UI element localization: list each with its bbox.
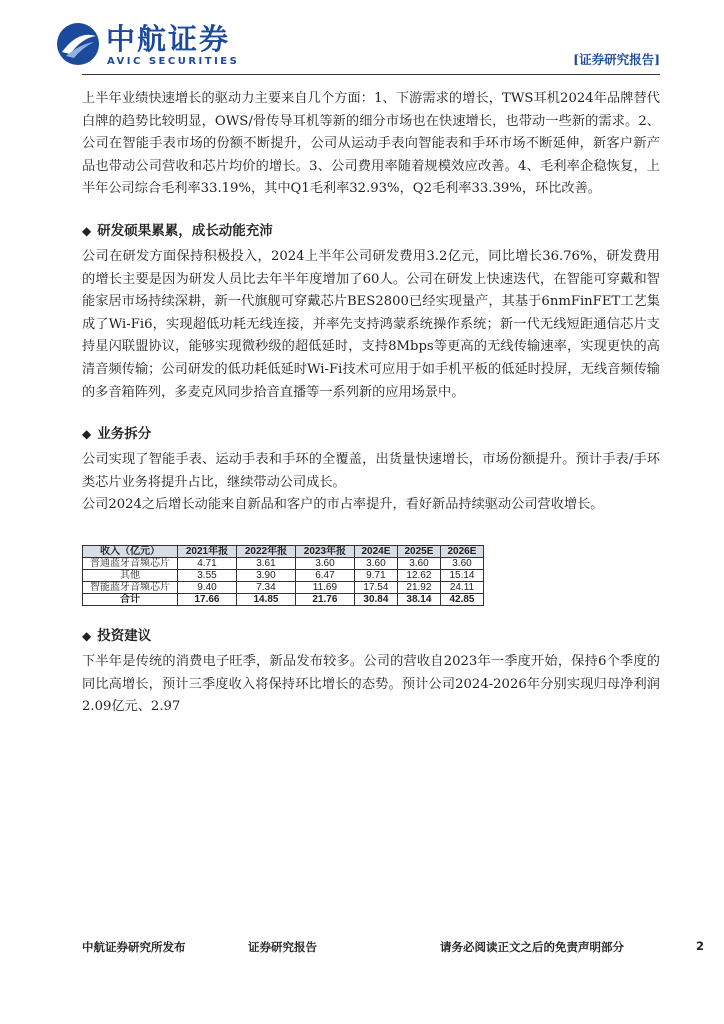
header-divider [82, 74, 660, 75]
diamond-bullet-icon: ◆ [82, 427, 92, 442]
table-cell: 12.62 [397, 569, 440, 581]
table-cell: 4.71 [178, 557, 237, 569]
invest-paragraph: 下半年是传统的消费电子旺季，新品发布较多。公司的营收自2023年一季度开始，保持6个季度的同比高增长，预计三季度收入将保持环比增长的态势。预计公司2024-2026年分别实现归母净利润2.09亿元、2.97 [82, 653, 660, 715]
table-cell: 11.69 [295, 581, 354, 593]
table-cell: 9.40 [178, 581, 237, 593]
table-cell: 30.84 [354, 593, 397, 605]
intro-paragraph: 上半年业绩快速增长的驱动力主要来自几个方面：1、下游需求的增长，TWS耳机2024年品牌替代白牌的趋势比较明显，OWS/骨传导耳机等新的细分市场也在快速增长，也带动一些新的需求。2、公司在智能手表市场的份额不断提升，公司从运动手表向智能表和手环市场不断延伸，新客户新产品也带动公司营收和芯片均价的增长。3、公司费用率随着规模效应改善。4、毛利率企稳恢复，上半年公司综合毛利率33.19%，其中Q1毛利率32.93%，Q2毛利率33.39%，环比改善。 [82, 91, 660, 197]
table-cell: 9.71 [354, 569, 397, 581]
table-header-cell: 2023年报 [295, 545, 354, 557]
section-title-business: ◆ 业务拆分 [82, 426, 152, 443]
table-cell: 3.61 [236, 557, 295, 569]
table-header-cell: 2026E [440, 545, 483, 557]
table-cell: 14.85 [236, 593, 295, 605]
table-header-cell: 2024E [354, 545, 397, 557]
diamond-bullet-icon: ◆ [82, 223, 92, 238]
section-title-rd: ◆ 研发硕果累累，成长动能充沛 [82, 222, 273, 239]
table-header-cell: 2025E [397, 545, 440, 557]
table-cell: 3.55 [178, 569, 237, 581]
page-number: 2 [696, 939, 705, 953]
logo-text-cn: 中航证券 [106, 22, 231, 56]
table-cell: 普通蓝牙音频芯片 [83, 557, 178, 569]
business-paragraph-1: 公司实现了智能手表、运动手表和手环的全覆盖，出货量快速增长，市场份额提升。预计手表/手环类芯片业务将提升占比，继续带动公司成长。 [82, 452, 660, 490]
table-cell: 21.92 [397, 581, 440, 593]
table-cell: 3.60 [397, 557, 440, 569]
table-header-cell: 收入（亿元） [83, 545, 178, 557]
main-content [82, 88, 660, 719]
table-cell: 24.11 [440, 581, 483, 593]
footer-disclaimer: 请务必阅读正文之后的免责声明部分 [440, 940, 624, 954]
table-cell: 15.14 [440, 569, 483, 581]
logo-text-en: AVIC SECURITIES [107, 56, 240, 67]
table-cell: 其他 [83, 569, 178, 581]
page-header [56, 20, 660, 72]
diamond-bullet-icon: ◆ [82, 628, 92, 643]
table-cell: 17.54 [354, 581, 397, 593]
table-cell: 42.85 [440, 593, 483, 605]
table-cell: 17.66 [178, 593, 237, 605]
footer-publisher: 中航证券研究所发布 [82, 940, 186, 954]
rd-paragraph: 公司在研发方面保持积极投入，2024上半年公司研发费用3.2亿元，同比增长36.76%，研发费用的增长主要是因为研发人员比去年半年度增加了60人。公司在研发上快速迭代，在智能可穿戴和智能家居市场持续深耕，新一代旗舰可穿戴芯片BES2800已经实现量产，其基于6nmFinFET工艺集成了Wi-Fi6，实现超低功耗无线连接，并率先支持鸿蒙系统操作系统；新一代无线短距通信芯片支持星闪联盟协议，能够实现微秒级的超低延时，支持8Mbps等更高的无线传输速率，实现更快的高清音频传输；公司研发的低功耗低延时Wi-Fi技术可应用于如手机平板的低延时投屏，无线音频传输的多音箱阵列，多麦克风同步拾音直播等一系列新的应用场景中。 [82, 248, 660, 400]
table-cell: 智能蓝牙音频芯片 [83, 581, 178, 593]
table-row [83, 557, 484, 569]
table-row [83, 569, 484, 581]
report-tag: [证券研究报告] [573, 52, 660, 67]
table-row [83, 581, 484, 593]
table-header-cell: 2022年报 [236, 545, 295, 557]
table-total-row [83, 593, 484, 605]
table-cell: 38.14 [397, 593, 440, 605]
table-cell: 3.60 [440, 557, 483, 569]
table-cell: 3.60 [354, 557, 397, 569]
table-cell: 合计 [83, 593, 178, 605]
revenue-table [82, 545, 484, 606]
table-cell: 3.90 [236, 569, 295, 581]
table-header-row [83, 545, 484, 557]
section-title-invest: ◆ 投资建议 [82, 627, 152, 644]
table-cell: 21.76 [295, 593, 354, 605]
table-header-cell: 2021年报 [178, 545, 237, 557]
table-cell: 6.47 [295, 569, 354, 581]
footer-report-type: 证券研究报告 [248, 940, 317, 954]
business-paragraph-2: 公司2024之后增长动能来自新品和客户的市占率提升，看好新品持续驱动公司营收增长。 [82, 497, 604, 513]
avic-logo-icon [56, 22, 100, 66]
table-cell: 7.34 [236, 581, 295, 593]
table-cell: 3.60 [295, 557, 354, 569]
